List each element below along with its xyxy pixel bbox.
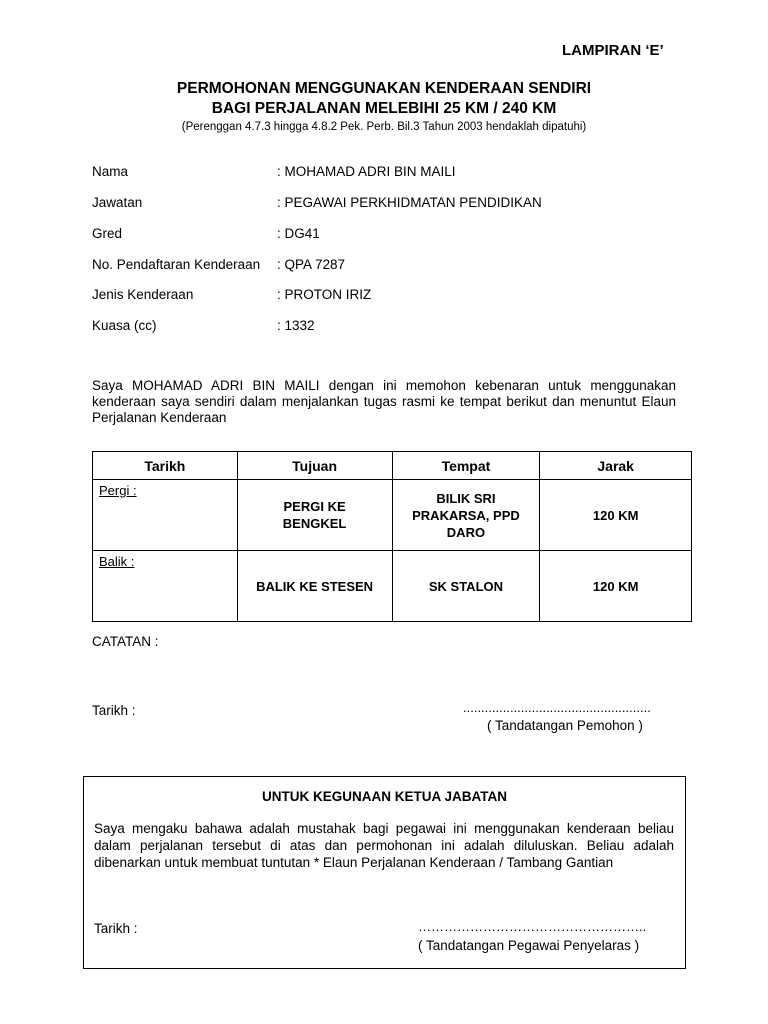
column-header-tujuan: Tujuan: [237, 452, 392, 480]
pergi-label: Pergi :: [99, 483, 137, 498]
table-header-row: [93, 452, 692, 480]
applicant-signature-label: ( Tandatangan Pemohon ): [487, 718, 643, 733]
field-value-nama: : MOHAMAD ADRI BIN MAILI: [277, 164, 456, 179]
application-statement: Saya MOHAMAD ADRI BIN MAILI dengan ini memohon kebenaran untuk menggunakan kenderaan saya sendiri dalam menjalankan tugas rasmi ke tempat berikut dan menuntut Elaun Perjalanan Kenderaan: [92, 378, 676, 425]
appendix-label: LAMPIRAN ‘E’: [562, 42, 664, 59]
balik-label: Balik :: [99, 554, 135, 569]
field-label-gred: Gred: [92, 226, 123, 241]
column-header-tempat: Tempat: [392, 452, 540, 480]
cell-tempat-balik: SK STALON: [392, 551, 540, 622]
catatan-label: CATATAN :: [92, 634, 159, 649]
cell-jarak-pergi: 120 KM: [540, 480, 692, 551]
table-row: [93, 551, 692, 622]
field-label-kuasa: Kuasa (cc): [92, 318, 157, 333]
column-header-tarikh: Tarikh: [93, 452, 238, 480]
column-header-jarak: Jarak: [540, 452, 692, 480]
department-head-title: UNTUK KEGUNAAN KETUA JABATAN: [262, 789, 507, 804]
applicant-signature-line: ....................................................: [463, 700, 651, 715]
form-title-line1: PERMOHONAN MENGGUNAKAN KENDERAAN SENDIRI: [176, 80, 592, 97]
form-subtitle: (Perenggan 4.7.3 hingga 4.8.2 Pek. Perb. Bil.3 Tahun 2003 hendaklah dipatuhi): [181, 121, 587, 133]
field-value-gred: : DG41: [277, 226, 320, 241]
field-label-jawatan: Jawatan: [92, 195, 143, 210]
cell-tempat-pergi: BILIK SRI PRAKARSA, PPD DARO: [392, 480, 540, 551]
cell-tujuan-balik: BALIK KE STESEN: [237, 551, 392, 622]
officer-signature-line: ……………………………………………..: [418, 919, 647, 934]
officer-signature-label: ( Tandatangan Pegawai Penyelaras ): [418, 938, 640, 953]
cell-tarikh-pergi: [93, 480, 238, 551]
field-value-jenis-kenderaan: : PROTON IRIZ: [277, 287, 372, 302]
field-value-jawatan: : PEGAWAI PERKHIDMATAN PENDIDIKAN: [277, 195, 542, 210]
cell-tarikh-balik: [93, 551, 238, 622]
cell-tujuan-pergi: PERGI KE BENGKEL: [237, 480, 392, 551]
table-row: [93, 480, 692, 551]
trip-table: [92, 451, 692, 622]
field-label-no-pendaftaran: No. Pendaftaran Kenderaan: [92, 257, 261, 272]
field-value-no-pendaftaran: : QPA 7287: [277, 257, 346, 272]
form-title-line2: BAGI PERJALANAN MELEBIHI 25 KM / 240 KM: [211, 100, 557, 117]
department-head-box: [83, 776, 686, 969]
field-label-jenis-kenderaan: Jenis Kenderaan: [92, 287, 194, 302]
field-value-kuasa: : 1332: [277, 318, 315, 333]
field-label-nama: Nama: [92, 164, 129, 179]
cell-jarak-balik: 120 KM: [540, 551, 692, 622]
applicant-tarikh-label: Tarikh :: [92, 703, 136, 718]
officer-tarikh-label: Tarikh :: [94, 921, 138, 936]
department-head-statement: Saya mengaku bahawa adalah mustahak bagi pegawai ini menggunakan kenderaan beliau dalam perjalanan tersebut di atas dan permohonan ini adalah diluluskan. Beliau adalah dibenarkan untuk membuat tuntutan * Elaun Perjalanan Kenderaan / Tambang Gantian: [94, 821, 674, 870]
